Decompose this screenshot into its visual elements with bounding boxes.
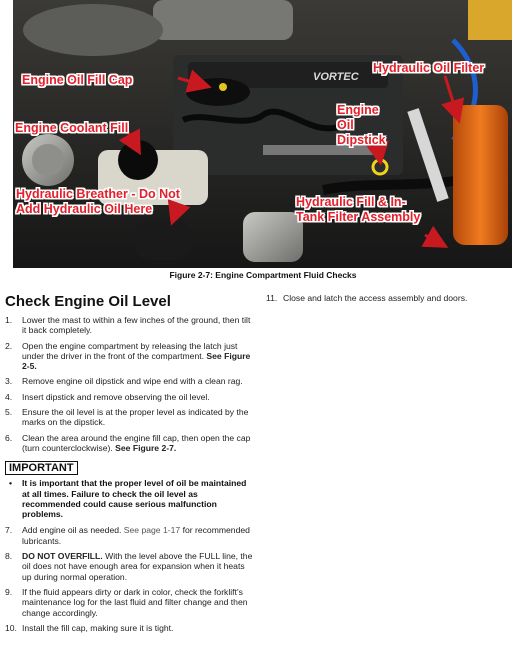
step-text: Ensure the oil level is at the proper level as indicated by the marks on the dipstick. [22, 407, 249, 428]
step-11 [266, 293, 516, 303]
figure-caption: Figure 2-7: Engine Compartment Fluid Checks [169, 270, 357, 280]
important-note [5, 478, 255, 519]
hydraulic-oil-filter [453, 105, 508, 245]
important-label: IMPORTANT [5, 461, 78, 475]
callout-engine-coolant-fill: Engine Coolant Fill [15, 121, 129, 135]
callout-hydraulic-oil-filter: Hydraulic Oil Filter [373, 61, 485, 75]
step-text: Open the engine compartment by releasing the latch just under the driver in the front of the compartment. [22, 340, 238, 361]
step-text: With the level above the FULL line, the oil does not have enough area for expansion when it heats up during normal operation. [22, 551, 253, 582]
section-title: Check Engine Oil Level [5, 293, 171, 310]
important-text: It is important that the proper level of oil be maintained at all times. Failure to check the oil level as recommended could cause serious malfunction problems. [22, 478, 247, 520]
step-number: 11. [266, 293, 278, 303]
hydraulic-breather [133, 220, 193, 260]
step-text: Clean the area around the engine fill cap, then open the cap (turn counterclockwise). [22, 432, 251, 453]
step-9 [5, 587, 255, 618]
step-8 [5, 551, 255, 582]
step-10 [5, 623, 255, 633]
callout-hydraulic-breather: Hydraulic Breather - Do Not Add Hydraulic Oil Here [16, 187, 180, 216]
step-number: 9. [5, 586, 13, 597]
oil-cap-marker [219, 83, 227, 91]
step-number: 5. [5, 407, 13, 418]
step-3 [5, 376, 255, 386]
step-number: 2. [5, 340, 13, 351]
step-text: If the fluid appears dirty or dark in color, check the forklift's maintenance log for the last fluid and filter change and then change accordingly. [22, 586, 248, 618]
step-text: Close and latch the access assembly and doors. [283, 293, 468, 303]
arrow-dipstick [378, 148, 380, 160]
step-text: Add engine oil as needed. [22, 525, 122, 536]
step-number: 8. [5, 551, 13, 562]
step-number: 1. [5, 315, 13, 325]
callout-hydraulic-fill: Hydraulic Fill & In-Tank Filter Assembly [296, 195, 421, 224]
coolant-fill-cap [118, 140, 158, 180]
step-7 [5, 525, 255, 546]
air-cleaner [23, 4, 163, 56]
instructions-right-column [266, 293, 516, 308]
step-6 [5, 433, 255, 454]
step-number: 7. [5, 525, 13, 536]
figure-reference[interactable]: See Figure 2-7. [115, 442, 177, 453]
step-4 [5, 392, 255, 402]
warning-lead: DO NOT OVERFILL. [22, 551, 103, 562]
engine-compartment-photo [13, 0, 512, 268]
step-2 [5, 341, 255, 372]
figure-reference[interactable]: See Figure 2-5. [22, 350, 251, 372]
intake-pipe [153, 0, 293, 40]
callout-engine-oil-dipstick: Engine Oil Dipstick [337, 103, 386, 147]
step-number: 3. [5, 376, 13, 387]
engine-brand-text: VORTEC [313, 71, 359, 83]
step-1 [5, 315, 255, 336]
frame-yellow [468, 0, 512, 40]
step-number: 4. [5, 391, 13, 402]
callout-oil-fill-cap: Engine Oil Fill Cap [22, 73, 133, 87]
step-text: Install the fill cap, making sure it is tight. [22, 622, 174, 633]
radiator-cap-center [32, 144, 64, 176]
bullet-icon: • [9, 478, 13, 489]
step-number: 6. [5, 432, 13, 443]
step-text: for recommended lubricants. [22, 525, 250, 546]
hydraulic-fill-assembly [243, 212, 303, 262]
step-number: 10. [5, 622, 17, 633]
step-5 [5, 407, 255, 428]
step-text: Remove engine oil dipstick and wipe end with a clean rag. [22, 376, 243, 387]
page-reference-link[interactable]: See page 1-17 [123, 525, 181, 536]
step-text: Lower the mast to within a few inches of the ground, then tilt it back completely. [22, 315, 251, 336]
step-text: Insert dipstick and remove observing the oil level. [22, 391, 210, 402]
instructions-left-column [5, 293, 255, 638]
